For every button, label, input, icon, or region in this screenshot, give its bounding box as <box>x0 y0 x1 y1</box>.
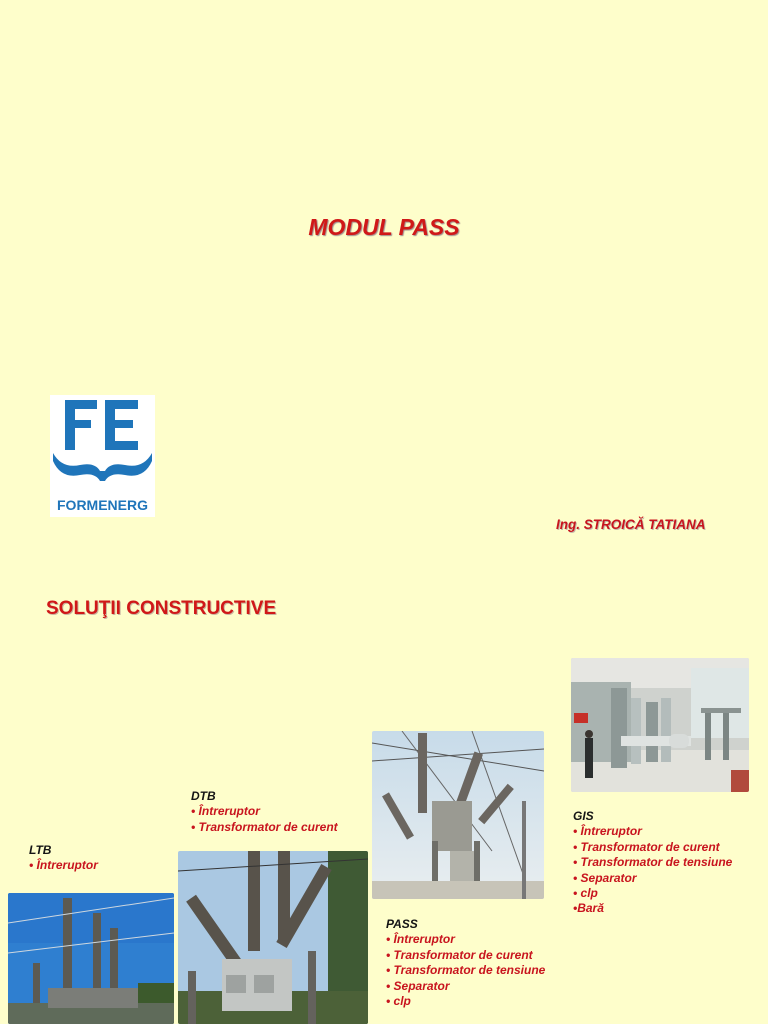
gis-item: • Separator <box>573 870 637 885</box>
pass-heading: PASS <box>386 917 418 931</box>
ltb-block <box>29 843 98 874</box>
dtb-photo <box>178 851 368 1024</box>
logo-wordmark: FORMENERG <box>57 497 148 513</box>
dtb-item: • Transformator de curent <box>191 819 338 834</box>
dtb-item: • Întreruptor <box>191 804 260 819</box>
ltb-photo <box>8 893 174 1024</box>
pass-item: • clp <box>386 994 411 1009</box>
formenerg-logo <box>50 395 155 517</box>
pass-photo <box>372 731 544 899</box>
gis-item: • Întreruptor <box>573 824 642 839</box>
dtb-heading: DTB <box>191 789 216 803</box>
section-title: SOLUŢII CONSTRUCTIVE <box>46 598 277 619</box>
pass-item: • Separator <box>386 978 450 993</box>
gis-heading: GIS <box>573 809 594 823</box>
gis-photo <box>571 658 749 792</box>
ltb-item: • Întreruptor <box>29 858 98 873</box>
page-title: MODUL PASS <box>308 214 460 240</box>
gis-item: • clp <box>573 886 598 901</box>
gis-block <box>573 809 732 917</box>
author-name: Ing. STROICĂ TATIANA <box>556 517 706 532</box>
dtb-block <box>191 789 338 835</box>
pass-item: • Întreruptor <box>386 932 455 947</box>
ltb-heading: LTB <box>29 843 52 857</box>
pass-block <box>386 917 545 1009</box>
pass-item: • Transformator de curent <box>386 947 533 962</box>
gis-item: •Bară <box>573 901 604 916</box>
pass-item: • Transformator de tensiune <box>386 963 546 978</box>
gis-item: • Transformator de tensiune <box>573 855 733 870</box>
gis-item: • Transformator de curent <box>573 839 720 854</box>
